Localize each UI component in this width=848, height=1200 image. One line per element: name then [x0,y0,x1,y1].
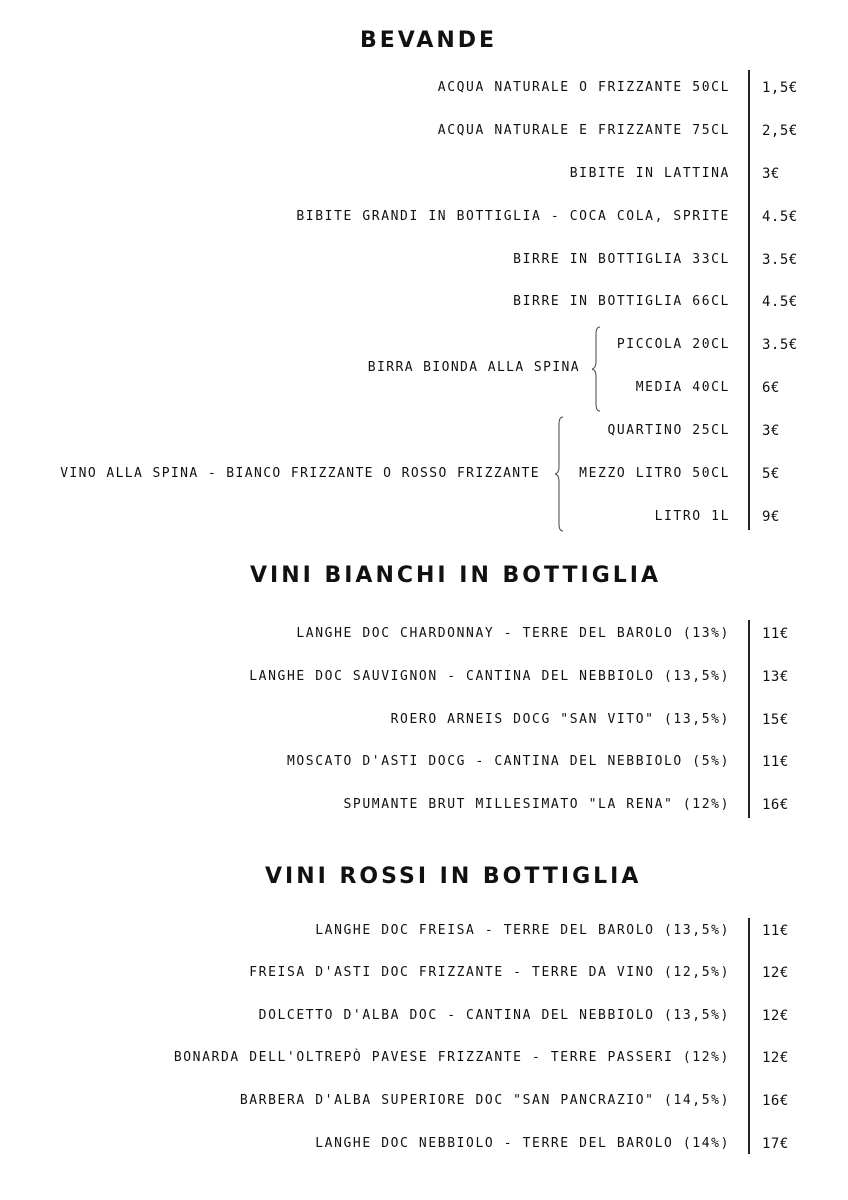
menu-item-price: 5€ [762,466,780,482]
menu-item-name: QUARTINO 25CL [607,423,730,438]
menu-item-name: DOLCETTO D'ALBA DOC - CANTINA DEL NEBBIOLO (13,5%) [258,1008,730,1023]
menu-item-price: 13€ [762,669,789,685]
menu-item-name: MEZZO LITRO 50CL [579,466,730,481]
menu-item-price: 3.5€ [762,337,798,353]
menu-item-price: 1,5€ [762,80,798,96]
menu-item-price: 4.5€ [762,209,798,225]
section-title-vini-bianchi: VINI BIANCHI IN BOTTIGLIA [250,563,661,588]
menu-item-price: 3.5€ [762,252,798,268]
menu-item-name: BIRRE IN BOTTIGLIA 33CL [513,252,730,267]
menu-item-name: ACQUA NATURALE E FRIZZANTE 75CL [437,123,730,138]
menu-item-name: ROERO ARNEIS DOCG "SAN VITO" (13,5%) [390,712,730,727]
menu-item-name: LANGHE DOC CHARDONNAY - TERRE DEL BAROLO (13%) [296,626,730,641]
price-divider [748,918,750,1154]
menu-item-price: 12€ [762,965,789,981]
section-title-vini-rossi: VINI ROSSI IN BOTTIGLIA [265,864,642,889]
group-label-birra-spina: BIRRA BIONDA ALLA SPINA [367,360,580,375]
menu-item-name: FREISA D'ASTI DOC FRIZZANTE - TERRE DA VINO (12,5%) [249,965,730,980]
menu-item-name: BIBITE GRANDI IN BOTTIGLIA - COCA COLA, SPRITE [296,209,730,224]
menu-item-price: 3€ [762,166,780,182]
menu-item-price: 16€ [762,1093,789,1109]
menu-item-price: 4.5€ [762,294,798,310]
menu-item-price: 16€ [762,797,789,813]
menu-item-price: 17€ [762,1136,789,1152]
menu-item-name: SPUMANTE BRUT MILLESIMATO "LA RENA" (12%) [343,797,730,812]
menu-item-name: LANGHE DOC SAUVIGNON - CANTINA DEL NEBBIOLO (13,5%) [249,669,730,684]
menu-item-price: 15€ [762,712,789,728]
menu-item-name: PICCOLA 20CL [616,337,730,352]
menu-item-name: BIRRE IN BOTTIGLIA 66CL [513,294,730,309]
group-label-vino-spina: VINO ALLA SPINA - BIANCO FRIZZANTE O ROSSO FRIZZANTE [60,466,540,481]
menu-item-price: 12€ [762,1008,789,1024]
curly-brace-icon [553,416,569,532]
menu-item-price: 11€ [762,923,789,939]
menu-item-name: MOSCATO D'ASTI DOCG - CANTINA DEL NEBBIOLO (5%) [286,754,730,769]
menu-item-name: BIBITE IN LATTINA [569,166,730,181]
menu-item-name: BONARDA DELL'OLTREPÒ PAVESE FRIZZANTE - TERRE PASSERI (12%) [173,1050,730,1065]
menu-item-price: 3€ [762,423,780,439]
menu-item-price: 9€ [762,509,780,525]
menu-item-price: 12€ [762,1050,789,1066]
menu-item-name: LANGHE DOC FREISA - TERRE DEL BAROLO (13,5%) [315,923,730,938]
section-title-bevande: BEVANDE [360,28,498,53]
menu-item-price: 6€ [762,380,780,396]
menu-item-name: LITRO 1L [654,509,730,524]
menu-item-name: LANGHE DOC NEBBIOLO - TERRE DEL BAROLO (14%) [315,1136,730,1151]
price-divider [748,620,750,818]
curly-brace-icon [590,326,606,412]
menu-item-name: BARBERA D'ALBA SUPERIORE DOC "SAN PANCRAZIO" (14,5%) [239,1093,730,1108]
menu-item-price: 2,5€ [762,123,798,139]
menu-item-name: ACQUA NATURALE O FRIZZANTE 50CL [437,80,730,95]
menu-item-price: 11€ [762,626,789,642]
price-divider [748,70,750,530]
menu-item-name: MEDIA 40CL [635,380,730,395]
menu-item-price: 11€ [762,754,789,770]
